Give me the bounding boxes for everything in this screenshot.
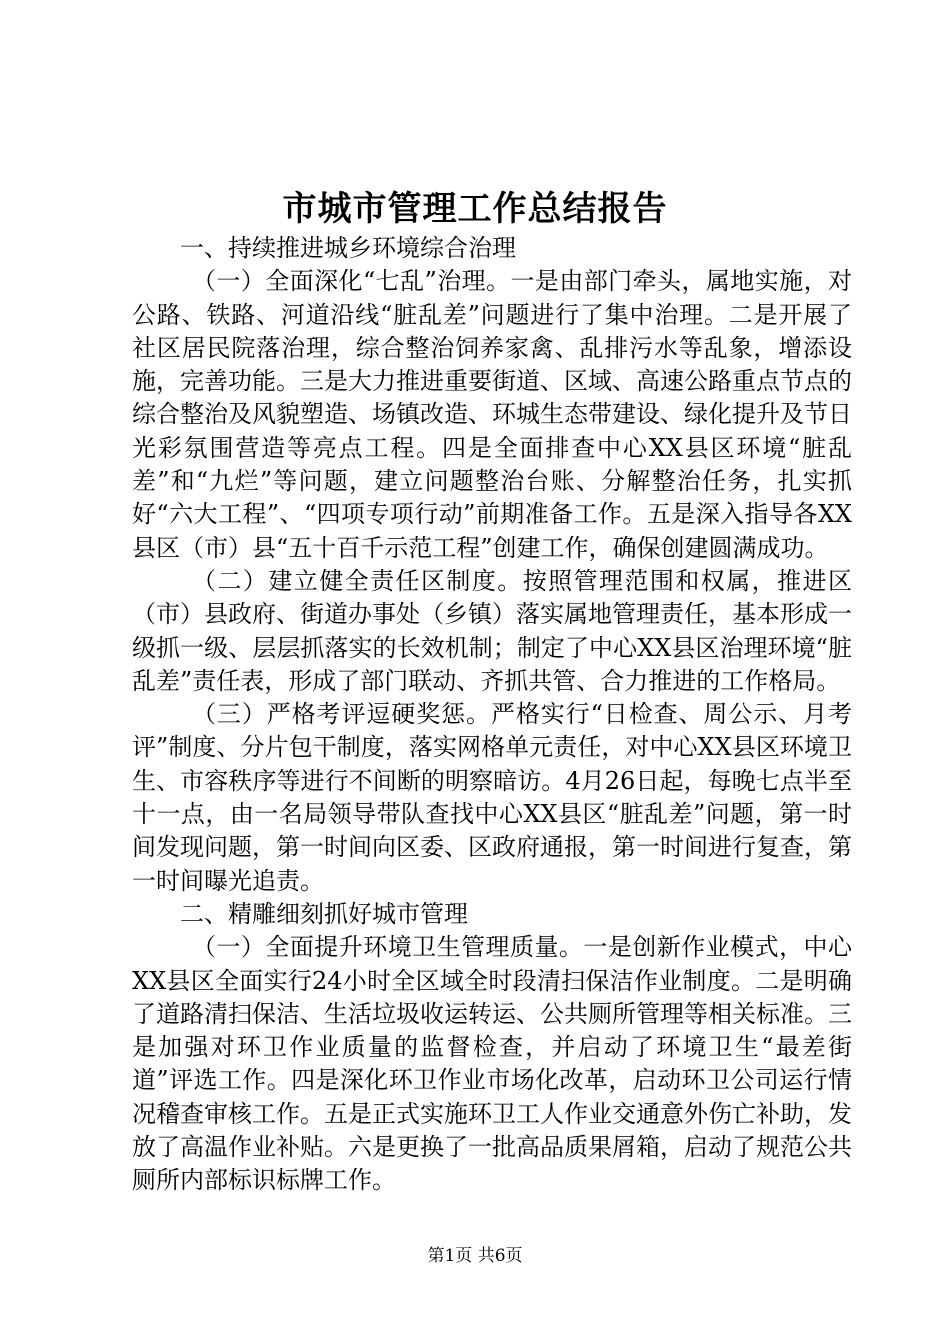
paragraph-1-3: （三）严格考评逗硬奖惩。严格实行“日检查、周公示、月考评”制度、分片包干制度，落实网格单元责任，对中心XX县区环境卫生、市容秩序等进行不间断的明察暗访。4月26日起，每晚七点半至十一点，由一名局领导带队查找中心XX县区“脏乱差”问题，第一时间发现问题，第一时间向区委、区政府通报，第一时间进行复查，第一时间曝光追责。 — [132, 700, 852, 895]
section-heading-1: 一、持续推进城乡环境综合治理 — [180, 234, 516, 262]
paragraph-2-1: （一）全面提升环境卫生管理质量。一是创新作业模式，中心XX县区全面实行24小时全区域全时段清扫保洁作业制度。二是明确了道路清扫保洁、生活垃圾收运转运、公共厕所管理等相关标准。三是加强对环卫作业质量的监督检查，并启动了环境卫生“最差街道”评选工作。四是深化环卫作业市场化改革，启动环卫公司运行情况稽查审核工作。五是正式实施环卫工人作业交通意外伤亡补助，发放了高温作业补贴。六是更换了一批高品质果屑箱，启动了规范公共厕所内部标识标牌工作。 — [132, 933, 852, 1195]
paragraph-1-1: （一）全面深化“七乱”治理。一是由部门牵头，属地实施，对公路、铁路、河道沿线“脏乱差”问题进行了集中治理。二是开展了社区居民院落治理，综合整治饲养家禽、乱排污水等乱象，增添设施，完善功能。三是大力推进重要街道、区域、高速公路重点节点的综合整治及风貌塑造、场镇改造、环城生态带建设、绿化提升及节日光彩氛围营造等亮点工程。四是全面排查中心XX县区环境“脏乱差”和“九烂”等问题，建立问题整治台账、分解整治任务，扎实抓好“六大工程”、“四项专项行动”前期准备工作。五是深入指导各XX县区（市）县“五十百千示范工程”创建工作，确保创建圆满成功。 — [132, 267, 852, 562]
document-title: 市城市管理工作总结报告 — [282, 189, 668, 229]
document-body — [132, 232, 852, 1198]
section-heading-2: 二、精雕细刻抓好城市管理 — [180, 899, 468, 928]
paragraph-1-2: （二）建立健全责任区制度。按照管理范围和权属，推进区（市）县政府、街道办事处（乡镇）落实属地管理责任，基本形成一级抓一级、层层抓落实的长效机制；制定了中心XX县区治理环境“脏乱差”责任表，形成了部门联动、齐抓共管、合力推进的工作格局。 — [132, 566, 852, 695]
page-footer: 第1页 共6页 — [427, 1246, 523, 1266]
